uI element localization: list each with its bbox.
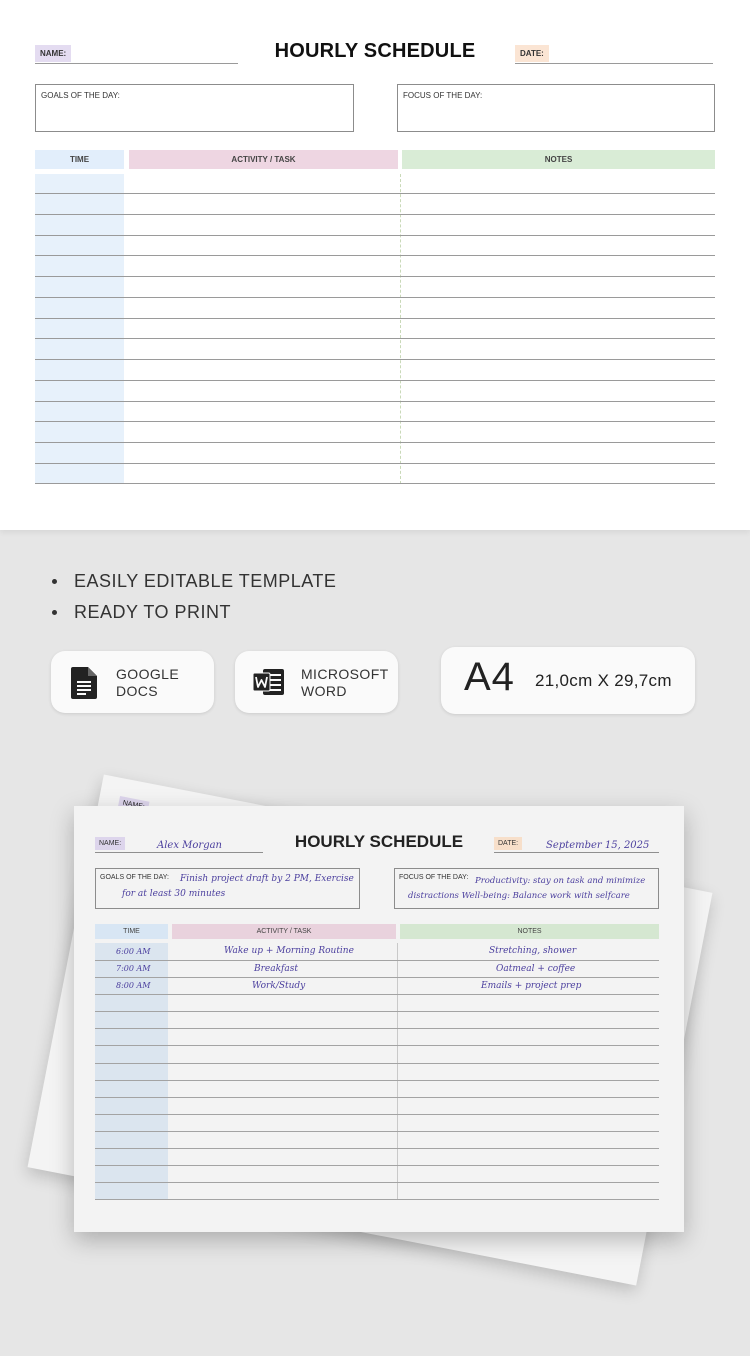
table-row xyxy=(35,359,715,360)
mockup-activity-header: ACTIVITY / TASK xyxy=(172,924,396,939)
google-docs-icon xyxy=(71,667,97,699)
mockup-title: HOURLY SCHEDULE xyxy=(294,832,464,851)
mockup-date-label: DATE: xyxy=(494,837,522,850)
table-row xyxy=(35,235,715,236)
mockup-date-line xyxy=(494,852,659,853)
mockup-row-time: 7:00 AM xyxy=(116,964,151,973)
mockup-table-row xyxy=(95,1114,659,1115)
mockup-row-notes: Emails + project prep xyxy=(481,981,582,991)
mockup-table-row xyxy=(95,1131,659,1132)
microsoft-word-label: MICROSOFT WORD xyxy=(301,666,389,699)
mockup-name-line xyxy=(95,852,263,853)
table-row xyxy=(35,483,715,484)
mockup-notes-header: NOTES xyxy=(400,924,659,939)
date-label: DATE: xyxy=(515,45,549,62)
mockup-name-label: NAME: xyxy=(95,837,125,850)
template-sheet xyxy=(0,0,750,530)
table-row xyxy=(35,442,715,443)
mockup-table-row xyxy=(95,1182,659,1183)
mockup-name-value: Alex Morgan xyxy=(157,840,222,851)
feature-bullet xyxy=(52,571,336,592)
mockup-table-row xyxy=(95,1045,659,1046)
name-label: NAME: xyxy=(35,45,71,62)
mockup-table-row xyxy=(95,960,659,961)
mockup-table-row xyxy=(95,1097,659,1098)
focus-box xyxy=(397,84,715,132)
mockup-column-divider xyxy=(397,943,398,1200)
microsoft-word-chip[interactable] xyxy=(235,651,398,713)
goals-label: GOALS OF THE DAY: xyxy=(41,91,120,100)
google-docs-chip[interactable] xyxy=(51,651,214,713)
mockup-focus-box xyxy=(394,868,659,909)
focus-label: FOCUS OF THE DAY: xyxy=(403,91,483,100)
name-line xyxy=(35,63,238,64)
paper-dimensions: 21,0cm X 29,7cm xyxy=(535,671,672,690)
feature-bullet xyxy=(52,602,231,623)
mockup-focus-line2: distractions Well-being: Balance work with selfcare xyxy=(408,891,630,901)
table-row xyxy=(35,255,715,256)
paper-format: A4 xyxy=(464,655,515,699)
mockup-focus-label: FOCUS OF THE DAY: xyxy=(399,874,469,881)
mockup-front-sheet xyxy=(74,806,684,1232)
feature-text: READY TO PRINT xyxy=(74,602,232,622)
mockup-table-row xyxy=(95,994,659,995)
column-divider xyxy=(400,174,401,484)
time-column-header: TIME xyxy=(35,150,124,169)
time-column xyxy=(35,174,124,484)
date-line xyxy=(515,63,713,64)
mockup-goals-line1: Finish project draft by 2 PM, Exercise xyxy=(180,874,354,884)
microsoft-word-icon xyxy=(253,667,285,697)
table-row xyxy=(35,297,715,298)
notes-column-header: NOTES xyxy=(402,150,715,169)
table-row xyxy=(35,318,715,319)
table-row xyxy=(35,338,715,339)
mockup-goals-label: GOALS OF THE DAY: xyxy=(100,874,169,881)
mockup-table-row xyxy=(95,1080,659,1081)
mockup-row-time: 6:00 AM xyxy=(116,947,151,956)
feature-text: EASILY EDITABLE TEMPLATE xyxy=(74,571,337,591)
mockup-table-row xyxy=(95,1148,659,1149)
table-row xyxy=(35,463,715,464)
mockup-row-notes: Stretching, shower xyxy=(489,946,577,956)
mockup-row-activity: Breakfast xyxy=(254,964,298,974)
mockup-row-activity: Wake up + Morning Routine xyxy=(224,946,354,956)
mockup-date-value: September 15, 2025 xyxy=(546,840,650,851)
mockup-table-row xyxy=(95,1199,659,1200)
activity-column-header: ACTIVITY / TASK xyxy=(129,150,398,169)
mockup-row-time: 8:00 AM xyxy=(116,981,151,990)
mockup-table-row xyxy=(95,977,659,978)
table-row xyxy=(35,380,715,381)
table-row xyxy=(35,193,715,194)
mockup-table-row xyxy=(95,1063,659,1064)
mockup-row-notes: Oatmeal + coffee xyxy=(496,964,576,974)
mockup-table-row xyxy=(95,1011,659,1012)
goals-box xyxy=(35,84,354,132)
mockup-goals-line2: for at least 30 minutes xyxy=(122,889,226,899)
table-row xyxy=(35,401,715,402)
mockup-time-header: TIME xyxy=(95,924,168,939)
google-docs-label: GOOGLE DOCS xyxy=(116,666,180,699)
table-row xyxy=(35,421,715,422)
paper-size-chip xyxy=(441,647,695,714)
table-row xyxy=(35,276,715,277)
mockup-row-activity: Work/Study xyxy=(252,981,306,991)
table-row xyxy=(35,214,715,215)
mockup-goals-box xyxy=(95,868,360,909)
mockup-table-row xyxy=(95,1028,659,1029)
mockup-table-row xyxy=(95,1165,659,1166)
page-title: HOURLY SCHEDULE xyxy=(274,40,476,62)
mockup-focus-line1: Productivity: stay on task and minimize xyxy=(475,876,646,886)
